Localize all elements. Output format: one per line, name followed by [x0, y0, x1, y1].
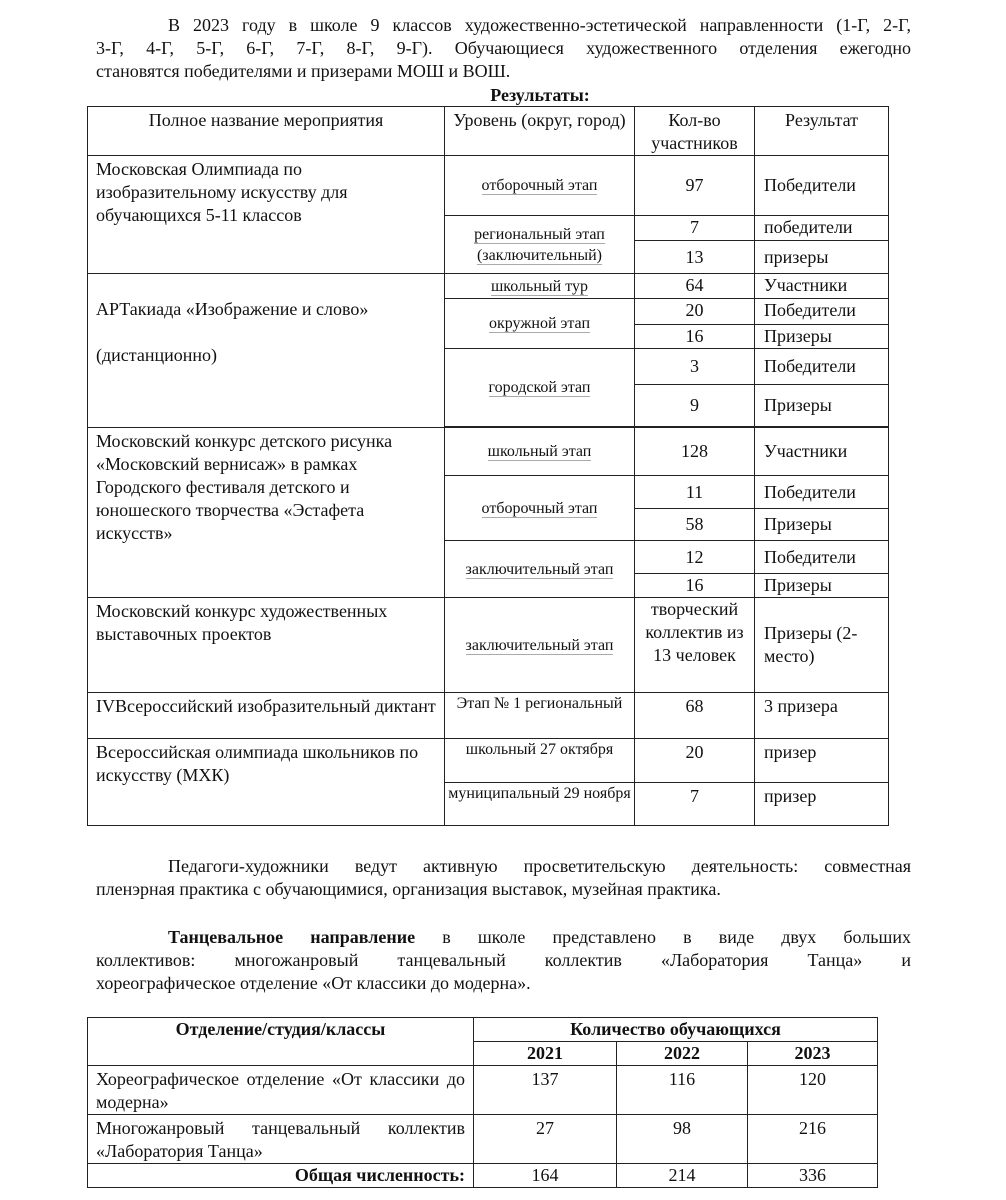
total-row: [88, 1164, 878, 1188]
table-row: [88, 1066, 878, 1115]
event-name: Всероссийская олимпиада школьников по искусству (МХК): [88, 739, 445, 826]
count-2022: 98: [617, 1115, 748, 1164]
participants-count: 12: [635, 541, 755, 574]
event-result: Призеры (2-место): [755, 598, 889, 693]
pedagogy-line: пленэрная практика с обучающимися, организация выставок, музейная практика.: [96, 879, 721, 899]
event-result: 3 призера: [755, 693, 889, 739]
dance-line: Танцевальное направление в школе представлено в виде двух больших: [168, 927, 912, 947]
intro-line: становятся победителями и призерами МОШ и ВОШ.: [96, 61, 511, 81]
event-result: Призеры: [755, 385, 889, 427]
participants-count: 97: [635, 156, 755, 216]
year-2022: 2022: [617, 1042, 748, 1066]
header-result: Результат: [755, 107, 889, 156]
event-level: школьный тур: [445, 274, 635, 299]
participants-count: творческий коллектив из 13 человек: [635, 598, 755, 693]
event-level: школьный 27 октября: [445, 739, 635, 783]
header-event: Полное название мероприятия: [88, 107, 445, 156]
count-2021: 137: [474, 1066, 617, 1115]
participants-count: 7: [635, 783, 755, 826]
department-name: Хореографическое отделение «От классики до модерна»: [88, 1066, 474, 1115]
header-count: Кол-во участников: [635, 107, 755, 156]
total-2021: 164: [474, 1164, 617, 1188]
table-row: [88, 1115, 878, 1164]
event-level: региональный этап (заключительный): [445, 216, 635, 274]
dance-table: [87, 1017, 878, 1188]
participants-count: 7: [635, 216, 755, 241]
participants-count: 64: [635, 274, 755, 299]
event-level: заключительный этап: [445, 598, 635, 693]
results-table: [87, 106, 889, 826]
table-row: [88, 693, 889, 739]
event-result: Призеры: [755, 325, 889, 349]
dance-line: хореографическое отделение «От классики до модерна».: [96, 973, 531, 993]
event-result: Победители: [755, 299, 889, 325]
intro-line: 3-Г, 4-Г, 5-Г, 6-Г, 7-Г, 8-Г, 9-Г). Обучающиеся художественного отделения ежегодно: [96, 38, 911, 58]
dance-paragraph: [96, 926, 911, 995]
event-name: Московский конкурс детского рисунка «Московский вернисаж» в рамках Городского фестиваля детского и юношеского творчества «Эстафета искусств»: [88, 428, 445, 598]
dance-line: коллективов: многожанровый танцевальный коллектив «Лаборатория Танца» и: [96, 950, 911, 970]
header-level: Уровень (округ, город): [445, 107, 635, 156]
event-level: окружной этап: [445, 299, 635, 349]
participants-count: 20: [635, 299, 755, 325]
event-result: призеры: [755, 241, 889, 274]
event-name: АРТакиада «Изображение и слово» (дистанционно): [88, 274, 445, 428]
table-row: [88, 739, 889, 783]
event-name: Московская Олимпиада по изобразительному искусству для обучающихся 5-11 классов: [88, 156, 445, 274]
event-level: муниципальный 29 ноября: [445, 783, 635, 826]
total-label: Общая численность:: [88, 1164, 474, 1188]
event-level: школьный этап: [445, 428, 635, 476]
event-level: отборочный этап: [445, 156, 635, 216]
participants-count: 9: [635, 385, 755, 427]
results-caption: Результаты:: [490, 85, 590, 105]
participants-count: 128: [635, 428, 755, 476]
event-level: городской этап: [445, 349, 635, 427]
event-name: Московский конкурс художественных выставочных проектов: [88, 598, 445, 693]
event-level: отборочный этап: [445, 476, 635, 541]
event-result: Призеры: [755, 509, 889, 541]
event-result: победители: [755, 216, 889, 241]
event-level: заключительный этап: [445, 541, 635, 598]
header-department: Отделение/студия/классы: [88, 1018, 474, 1066]
header-quantity: Количество обучающихся: [474, 1018, 878, 1042]
table-row: [88, 428, 889, 476]
year-2023: 2023: [748, 1042, 878, 1066]
count-2021: 27: [474, 1115, 617, 1164]
intro-line: В 2023 году в школе 9 классов художественно-эстетической направленности (1-Г, 2-Г,: [168, 15, 911, 35]
event-result: Победители: [755, 541, 889, 574]
event-result: Победители: [755, 349, 889, 385]
participants-count: 58: [635, 509, 755, 541]
participants-count: 11: [635, 476, 755, 509]
table-row: [88, 274, 889, 299]
event-result: призер: [755, 783, 889, 826]
department-name: Многожанровый танцевальный коллектив «Лаборатория Танца»: [88, 1115, 474, 1164]
event-result: Участники: [755, 274, 889, 299]
intro-paragraph: [96, 14, 911, 83]
participants-count: 20: [635, 739, 755, 783]
results-header-row: [88, 107, 889, 156]
event-result: Участники: [755, 428, 889, 476]
total-2023: 336: [748, 1164, 878, 1188]
count-2022: 116: [617, 1066, 748, 1115]
event-result: призер: [755, 739, 889, 783]
table-row: [88, 156, 889, 216]
event-result: Призеры: [755, 574, 889, 598]
participants-count: 68: [635, 693, 755, 739]
participants-count: 16: [635, 574, 755, 598]
event-result: Победители: [755, 156, 889, 216]
participants-count: 13: [635, 241, 755, 274]
participants-count: 3: [635, 349, 755, 385]
event-result: Победители: [755, 476, 889, 509]
dance-header-row: [88, 1018, 878, 1042]
total-2022: 214: [617, 1164, 748, 1188]
year-2021: 2021: [474, 1042, 617, 1066]
event-name: IVВсероссийский изобразительный диктант: [88, 693, 445, 739]
event-level: Этап № 1 региональный: [445, 693, 635, 739]
table-row: [88, 598, 889, 693]
count-2023: 120: [748, 1066, 878, 1115]
participants-count: 16: [635, 325, 755, 349]
pedagogy-paragraph: [96, 855, 911, 901]
pedagogy-line: Педагоги-художники ведут активную просветительскую деятельность: совместная: [168, 856, 911, 876]
count-2023: 216: [748, 1115, 878, 1164]
